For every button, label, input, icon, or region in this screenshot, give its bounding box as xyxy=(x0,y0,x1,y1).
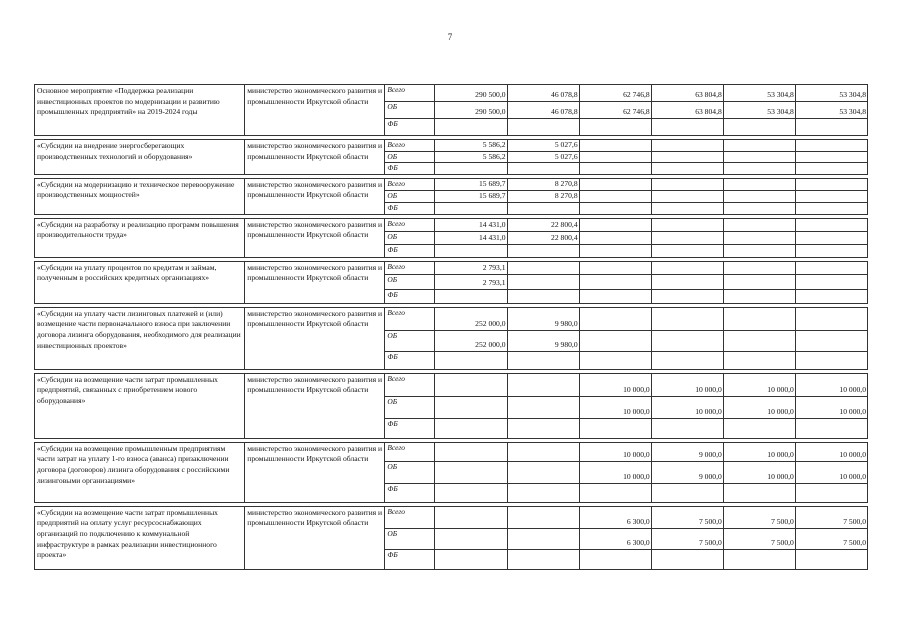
responsible-ministry: министерство экономического развития и промышленности Иркутской области xyxy=(245,85,385,136)
amount-cell xyxy=(723,119,795,136)
funding-level: Всего xyxy=(385,178,435,190)
table-row xyxy=(35,218,868,231)
amount-cell xyxy=(651,274,723,289)
amount-cell xyxy=(507,396,579,418)
amount-cell xyxy=(507,483,579,502)
amount-cell xyxy=(435,119,507,136)
amount-cell xyxy=(795,202,867,214)
funding-level: ОБ xyxy=(385,151,435,163)
amount-cell xyxy=(579,140,651,152)
amount-cell: 9 000,0 xyxy=(651,442,723,461)
amount-cell: 2 793,1 xyxy=(435,261,507,274)
table-row xyxy=(35,442,868,461)
amount-cell xyxy=(579,163,651,175)
amount-cell: 7 500,0 xyxy=(795,506,867,528)
event-title: Основное мероприятие «Поддержка реализации инвестиционных проектов по модернизации и развитию промышленных предприятий» на 2019-2024 годы xyxy=(35,85,245,136)
amount-cell: 46 078,8 xyxy=(507,102,579,119)
responsible-ministry: министерство экономического развития и промышленности Иркутской области xyxy=(245,218,385,257)
amount-cell: 63 804,8 xyxy=(651,85,723,102)
amount-cell xyxy=(435,289,507,303)
table-row xyxy=(35,178,868,190)
amount-cell xyxy=(795,151,867,163)
amount-cell xyxy=(723,483,795,502)
amount-cell xyxy=(795,418,867,438)
amount-cell: 5 027,6 xyxy=(507,140,579,152)
funding-level: Всего xyxy=(385,442,435,461)
amount-cell: 252 000,0 xyxy=(435,330,507,351)
amount-cell xyxy=(579,274,651,289)
amount-cell: 5 027,6 xyxy=(507,151,579,163)
amount-cell: 15 689,7 xyxy=(435,190,507,202)
amount-cell: 290 500,0 xyxy=(435,85,507,102)
funding-level: ФБ xyxy=(385,549,435,569)
amount-cell: 9 980,0 xyxy=(507,307,579,330)
amount-cell xyxy=(795,190,867,202)
amount-cell xyxy=(507,163,579,175)
amount-cell xyxy=(579,151,651,163)
amount-cell xyxy=(795,483,867,502)
amount-cell: 2 793,1 xyxy=(435,274,507,289)
amount-cell xyxy=(435,396,507,418)
responsible-ministry: министерство экономического развития и промышленности Иркутской области xyxy=(245,373,385,438)
amount-cell xyxy=(435,549,507,569)
amount-cell: 6 300,0 xyxy=(579,528,651,549)
funding-level: ФБ xyxy=(385,119,435,136)
amount-cell: 10 000,0 xyxy=(579,461,651,483)
table-row xyxy=(35,261,868,274)
amount-cell xyxy=(723,231,795,244)
responsible-ministry: министерство экономического развития и промышленности Иркутской области xyxy=(245,506,385,569)
funding-level: ФБ xyxy=(385,351,435,369)
amount-cell xyxy=(651,202,723,214)
amount-cell xyxy=(507,418,579,438)
responsible-ministry: министерство экономического развития и промышленности Иркутской области xyxy=(245,140,385,175)
amount-cell: 14 431,0 xyxy=(435,231,507,244)
amount-cell xyxy=(723,178,795,190)
funding-level: Всего xyxy=(385,261,435,274)
amount-cell: 62 746,8 xyxy=(579,85,651,102)
amount-cell: 53 304,8 xyxy=(723,102,795,119)
amount-cell: 5 586,2 xyxy=(435,140,507,152)
funding-level: Всего xyxy=(385,85,435,102)
amount-cell: 10 000,0 xyxy=(579,442,651,461)
amount-cell xyxy=(579,244,651,257)
amount-cell xyxy=(579,549,651,569)
amount-cell: 7 500,0 xyxy=(795,528,867,549)
amount-cell xyxy=(723,261,795,274)
amount-cell xyxy=(723,190,795,202)
amount-cell xyxy=(651,289,723,303)
amount-cell: 62 746,8 xyxy=(579,102,651,119)
amount-cell: 10 000,0 xyxy=(795,442,867,461)
amount-cell xyxy=(579,190,651,202)
event-title: «Субсидии на уплату части лизинговых платежей и (или) возмещение части первоначального взноса при заключении договора лизинга оборудования, необходимого для реализации инвестиционных проектов» xyxy=(35,307,245,369)
funding-level: ОБ xyxy=(385,528,435,549)
table-body xyxy=(35,85,868,570)
amount-cell xyxy=(795,330,867,351)
amount-cell xyxy=(795,289,867,303)
amount-cell xyxy=(435,442,507,461)
amount-cell xyxy=(651,178,723,190)
amount-cell xyxy=(579,202,651,214)
amount-cell: 252 000,0 xyxy=(435,307,507,330)
amount-cell xyxy=(507,274,579,289)
amount-cell: 10 000,0 xyxy=(579,373,651,396)
amount-cell: 8 270,8 xyxy=(507,178,579,190)
amount-cell xyxy=(507,289,579,303)
amount-cell xyxy=(651,231,723,244)
funding-level: ОБ xyxy=(385,461,435,483)
amount-cell xyxy=(435,163,507,175)
amount-cell xyxy=(651,261,723,274)
amount-cell: 53 304,8 xyxy=(795,85,867,102)
amount-cell: 7 500,0 xyxy=(651,506,723,528)
amount-cell: 22 800,4 xyxy=(507,231,579,244)
amount-cell: 10 000,0 xyxy=(795,373,867,396)
amount-cell xyxy=(507,373,579,396)
table-row xyxy=(35,373,868,396)
amount-cell xyxy=(723,244,795,257)
amount-cell xyxy=(651,190,723,202)
amount-cell xyxy=(723,351,795,369)
amount-cell: 9 980,0 xyxy=(507,330,579,351)
amount-cell xyxy=(579,307,651,330)
funding-level: ФБ xyxy=(385,418,435,438)
amount-cell xyxy=(579,418,651,438)
page-number: 7 xyxy=(447,32,453,42)
amount-cell xyxy=(723,549,795,569)
amount-cell: 22 800,4 xyxy=(507,218,579,231)
amount-cell xyxy=(435,461,507,483)
amount-cell xyxy=(723,330,795,351)
event-title: «Субсидии на уплату процентов по кредитам и займам, полученным в российских кредитных организациях» xyxy=(35,261,245,303)
amount-cell xyxy=(651,244,723,257)
amount-cell xyxy=(435,483,507,502)
funding-level: ФБ xyxy=(385,163,435,175)
amount-cell: 53 304,8 xyxy=(723,85,795,102)
amount-cell xyxy=(795,244,867,257)
funding-level: ФБ xyxy=(385,202,435,214)
amount-cell: 10 000,0 xyxy=(723,373,795,396)
amount-cell xyxy=(795,549,867,569)
amount-cell xyxy=(435,373,507,396)
amount-cell xyxy=(507,119,579,136)
event-title: «Субсидии на внедрение энергосберегающих производственных технологий и оборудования» xyxy=(35,140,245,175)
amount-cell: 7 500,0 xyxy=(723,506,795,528)
amount-cell xyxy=(435,418,507,438)
funding-level: ОБ xyxy=(385,274,435,289)
amount-cell: 10 000,0 xyxy=(723,442,795,461)
amount-cell xyxy=(579,231,651,244)
amount-cell: 10 000,0 xyxy=(651,396,723,418)
amount-cell xyxy=(651,351,723,369)
amount-cell: 10 000,0 xyxy=(795,461,867,483)
amount-cell xyxy=(579,218,651,231)
amount-cell: 10 000,0 xyxy=(723,461,795,483)
amount-cell xyxy=(795,163,867,175)
funding-level: Всего xyxy=(385,506,435,528)
amount-cell xyxy=(507,528,579,549)
funding-level: ОБ xyxy=(385,330,435,351)
amount-cell xyxy=(579,483,651,502)
amount-cell xyxy=(651,307,723,330)
amount-cell xyxy=(507,506,579,528)
amount-cell xyxy=(579,289,651,303)
funding-level: ОБ xyxy=(385,231,435,244)
funding-level: ФБ xyxy=(385,289,435,303)
amount-cell xyxy=(795,231,867,244)
responsible-ministry: министерство экономического развития и промышленности Иркутской области xyxy=(245,178,385,214)
table-row xyxy=(35,307,868,330)
amount-cell xyxy=(795,307,867,330)
amount-cell xyxy=(723,140,795,152)
amount-cell xyxy=(507,351,579,369)
amount-cell: 10 000,0 xyxy=(651,373,723,396)
amount-cell xyxy=(651,418,723,438)
amount-cell xyxy=(579,330,651,351)
funding-level: ФБ xyxy=(385,244,435,257)
amount-cell xyxy=(579,261,651,274)
amount-cell xyxy=(795,140,867,152)
amount-cell: 10 000,0 xyxy=(579,396,651,418)
amount-cell: 63 804,8 xyxy=(651,102,723,119)
amount-cell xyxy=(723,418,795,438)
amount-cell xyxy=(723,163,795,175)
event-title: «Субсидии на возмещение части затрат промышленных предприятий на оплату услуг ресурсоснабжающих организаций по подключению к коммунальной инфраструктуре в рамках реализации инвестиционного проекта» xyxy=(35,506,245,569)
amount-cell xyxy=(435,528,507,549)
amount-cell xyxy=(723,202,795,214)
amount-cell xyxy=(579,351,651,369)
amount-cell: 9 000,0 xyxy=(651,461,723,483)
amount-cell xyxy=(723,307,795,330)
amount-cell: 7 500,0 xyxy=(723,528,795,549)
event-title: «Субсидии на модернизацию и техническое перевооружение производственных мощностей» xyxy=(35,178,245,214)
amount-cell: 290 500,0 xyxy=(435,102,507,119)
amount-cell: 5 586,2 xyxy=(435,151,507,163)
amount-cell: 10 000,0 xyxy=(795,396,867,418)
funding-level: Всего xyxy=(385,373,435,396)
amount-cell xyxy=(507,261,579,274)
funding-level: ОБ xyxy=(385,190,435,202)
table-row xyxy=(35,85,868,102)
funding-level: ФБ xyxy=(385,483,435,502)
amount-cell xyxy=(795,178,867,190)
amount-cell xyxy=(651,549,723,569)
amount-cell xyxy=(651,140,723,152)
amount-cell: 6 300,0 xyxy=(579,506,651,528)
amount-cell xyxy=(579,178,651,190)
responsible-ministry: министерство экономического развития и промышленности Иркутской области xyxy=(245,442,385,502)
responsible-ministry: министерство экономического развития и промышленности Иркутской области xyxy=(245,307,385,369)
amount-cell xyxy=(579,119,651,136)
amount-cell xyxy=(651,218,723,231)
amount-cell xyxy=(723,151,795,163)
amount-cell xyxy=(651,119,723,136)
amount-cell: 10 000,0 xyxy=(723,396,795,418)
amount-cell xyxy=(435,244,507,257)
event-title: «Субсидии на возмещение промышленным предприятиям части затрат на уплату 1-го взноса (аванса) призаключении договора (договоров) лизинга оборудования с российскими лизинговыми организациями» xyxy=(35,442,245,502)
funding-level: ОБ xyxy=(385,102,435,119)
amount-cell xyxy=(795,351,867,369)
amount-cell xyxy=(795,218,867,231)
table-row xyxy=(35,506,868,528)
amount-cell xyxy=(435,202,507,214)
amount-cell: 53 304,8 xyxy=(795,102,867,119)
amount-cell xyxy=(723,289,795,303)
amount-cell xyxy=(507,442,579,461)
amount-cell xyxy=(723,274,795,289)
amount-cell xyxy=(507,244,579,257)
amount-cell xyxy=(795,274,867,289)
funding-level: Всего xyxy=(385,218,435,231)
amount-cell: 15 689,7 xyxy=(435,178,507,190)
funding-level: Всего xyxy=(385,140,435,152)
table-row xyxy=(35,140,868,152)
amount-cell xyxy=(795,261,867,274)
funding-level: Всего xyxy=(385,307,435,330)
responsible-ministry: министерство экономического развития и промышленности Иркутской области xyxy=(245,261,385,303)
funding-level: ОБ xyxy=(385,396,435,418)
amount-cell xyxy=(507,549,579,569)
amount-cell: 8 270,8 xyxy=(507,190,579,202)
amount-cell xyxy=(651,151,723,163)
amount-cell: 14 431,0 xyxy=(435,218,507,231)
amount-cell xyxy=(435,351,507,369)
amount-cell xyxy=(651,330,723,351)
event-title: «Субсидии на возмещение части затрат промышленных предприятий, связанных с приобретением нового оборудования» xyxy=(35,373,245,438)
event-title: «Субсидии на разработку и реализацию программ повышения производительности труда» xyxy=(35,218,245,257)
budget-table xyxy=(34,84,868,570)
amount-cell: 46 078,8 xyxy=(507,85,579,102)
amount-cell xyxy=(723,218,795,231)
amount-cell xyxy=(507,202,579,214)
amount-cell: 7 500,0 xyxy=(651,528,723,549)
amount-cell xyxy=(651,483,723,502)
amount-cell xyxy=(795,119,867,136)
amount-cell xyxy=(435,506,507,528)
amount-cell xyxy=(507,461,579,483)
amount-cell xyxy=(651,163,723,175)
